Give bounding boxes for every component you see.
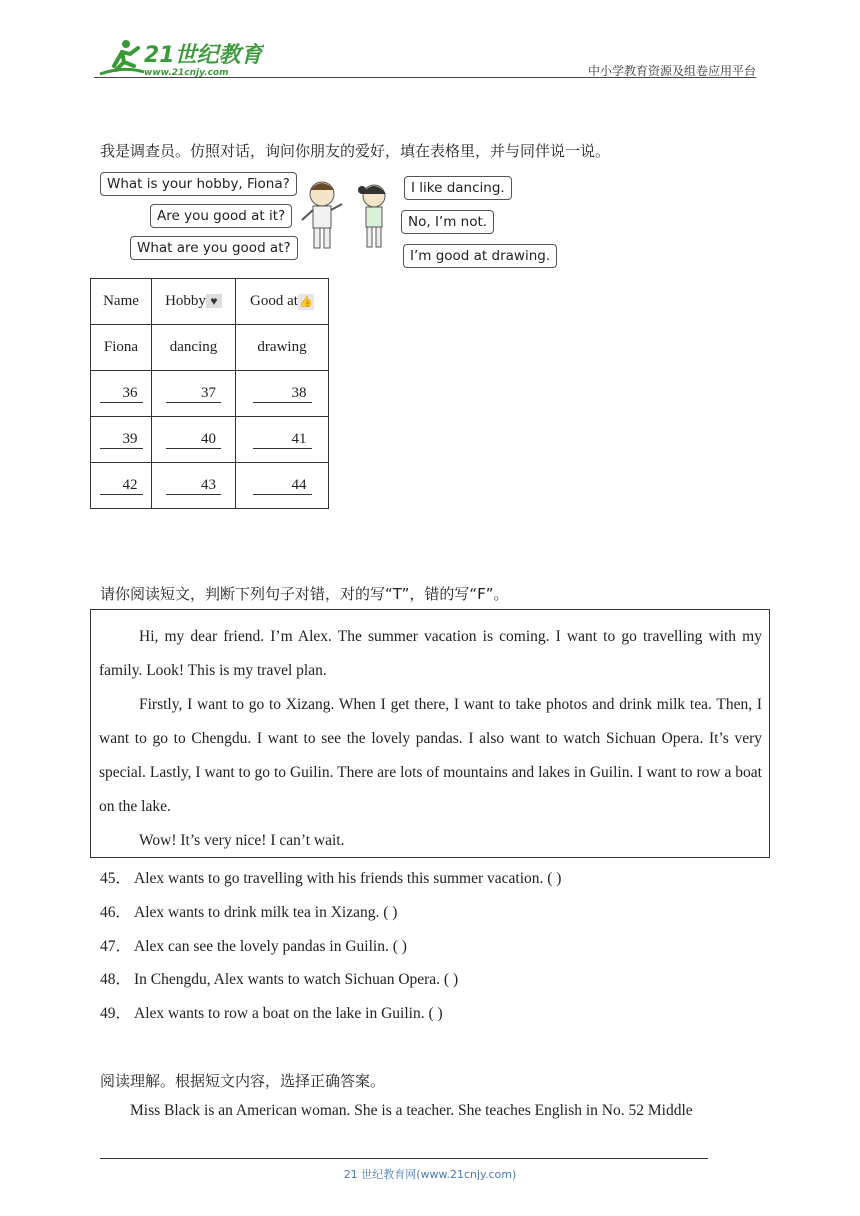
question-item: 48． In Chengdu, Alex wants to watch Sichuan Opera. ( ) — [100, 971, 459, 988]
speech-bubble: What are you good at? — [130, 236, 298, 260]
boy-cartoon-icon — [298, 176, 398, 258]
site-logo — [94, 36, 264, 80]
header-cell-good-at: Good at👍 — [236, 279, 329, 325]
header-cell-hobby: Hobby ♥ — [152, 279, 236, 325]
footer-divider — [100, 1158, 708, 1159]
answer-blank[interactable]: 43 — [166, 476, 221, 495]
question-item: 46． Alex wants to drink milk tea in Xizang. ( ) — [100, 904, 398, 921]
answer-blank[interactable]: 44 — [253, 476, 312, 495]
answer-blank[interactable]: 41 — [253, 430, 312, 449]
header-platform-text: 中小学教育资源及组卷应用平台 — [587, 64, 756, 78]
speech-bubble: No, I’m not. — [401, 210, 494, 234]
speech-bubble: I’m good at drawing. — [403, 244, 557, 268]
footer-text: 21 世纪教育网(www.21cnjy.com) — [343, 1168, 517, 1181]
answer-blank[interactable]: 36 — [100, 384, 143, 403]
speech-bubble: Are you good at it? — [150, 204, 292, 228]
speech-bubble: What is your hobby, Fiona? — [100, 172, 297, 196]
question-item: 49． Alex wants to row a boat on the lake in Guilin. ( ) — [100, 1005, 443, 1022]
section2-instruction: 请你阅读短文，判断下列句子对错，对的写“T”，错的写“F”。 — [100, 585, 509, 603]
header-cell-name: Name — [91, 279, 152, 325]
speech-bubble: I like dancing. — [404, 176, 512, 200]
logo-text: 21世纪教育 — [144, 43, 263, 68]
question-item: 45． Alex wants to go travelling with his friends this summer vacation. ( ) — [100, 870, 562, 887]
hobby-survey-table — [90, 278, 329, 509]
thumbs-up-icon: 👍 — [299, 296, 313, 308]
passage-paragraph: Wow! It’s very nice! I can’t wait. — [139, 832, 345, 849]
section1-instruction: 我是调查员。仿照对话，询问你朋友的爱好，填在表格里，并与同伴说一说。 — [100, 142, 611, 160]
logo-url: www.21cnjy.com — [144, 68, 229, 78]
answer-blank[interactable]: 42 — [100, 476, 143, 495]
section3-instruction: 阅读理解。根据短文内容，选择正确答案。 — [100, 1072, 386, 1090]
table-row — [91, 371, 329, 417]
table-row: Fiona dancing drawing — [91, 325, 329, 371]
table-row — [91, 463, 329, 509]
question-item: 47． Alex can see the lovely pandas in Guilin. ( ) — [100, 938, 407, 955]
answer-blank[interactable]: 40 — [166, 430, 221, 449]
passage-paragraph: Hi, my dear friend. I’m Alex. The summer vacation is coming. I want to go travelling with my family. Look! This is my travel plan. — [99, 628, 762, 679]
answer-blank[interactable]: 39 — [100, 430, 143, 449]
reading-passage-box — [90, 609, 770, 858]
passage-paragraph: Firstly, I want to go to Xizang. When I get there, I want to take photos and drink milk tea. Then, I want to go to Chengdu. I want to see the lovely pandas. I also want to watch Sichuan Opera. It’s very special. Lastly, I want to go to Guilin. There are lots of mountains and lakes in Guilin. I want to row a boat on the lake. — [99, 696, 762, 815]
answer-blank[interactable]: 37 — [166, 384, 221, 403]
table-row — [91, 417, 329, 463]
dialogue-illustration — [98, 168, 568, 274]
answer-blank[interactable]: 38 — [253, 384, 312, 403]
header-divider — [94, 77, 756, 78]
table-header-row — [91, 279, 329, 325]
section3-passage-start: Miss Black is an American woman. She is a teacher. She teaches English in No. 52 Middle — [130, 1102, 693, 1119]
heart-icon: ♥ — [206, 294, 222, 308]
